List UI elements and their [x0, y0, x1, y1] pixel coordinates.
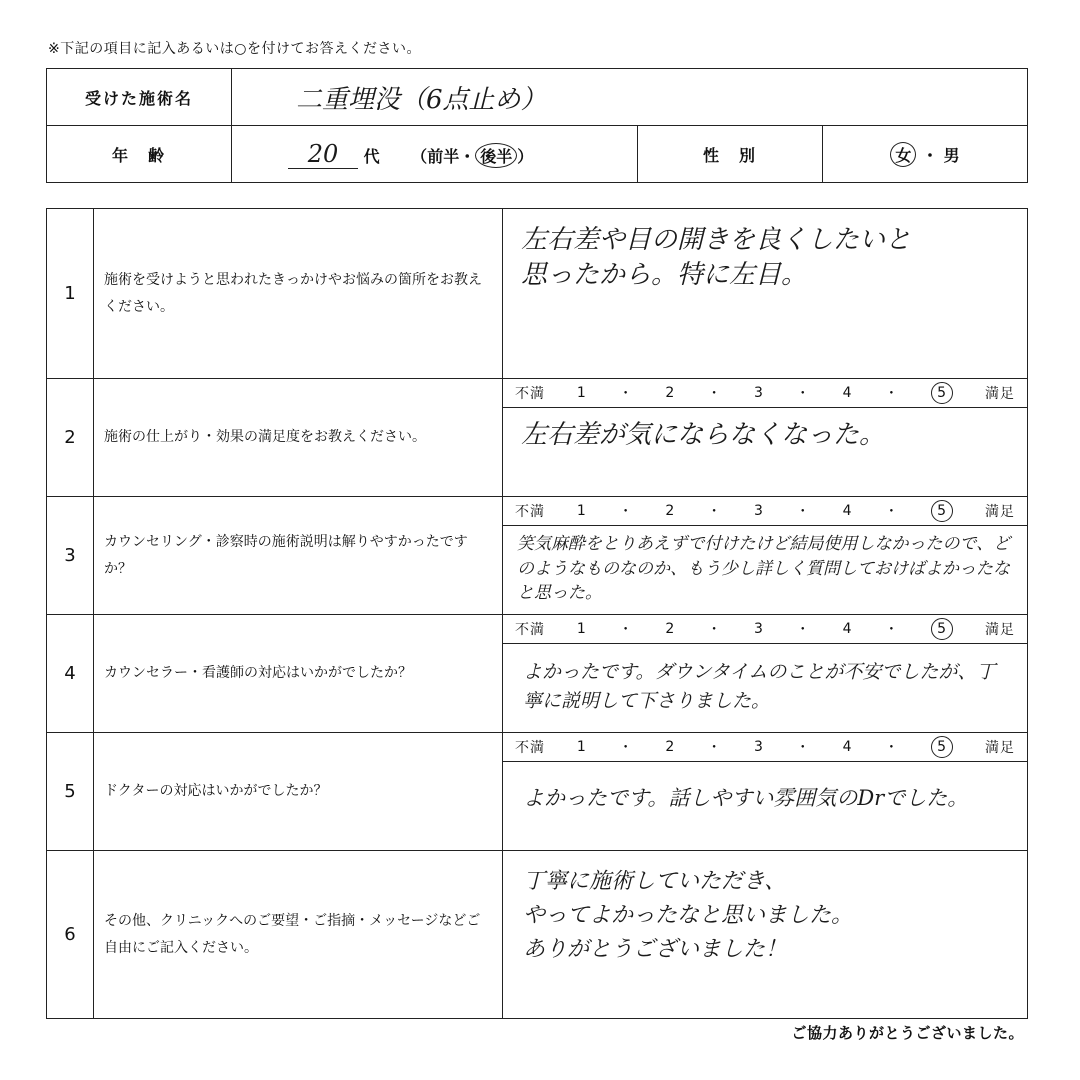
question-row-3 — [47, 497, 1028, 615]
answer-cell — [503, 497, 1028, 615]
scale-point: 1 — [576, 503, 587, 519]
scale-sep: ・ — [618, 740, 634, 756]
scale-point: 3 — [753, 503, 764, 519]
treatment-label: 受けた施術名 — [47, 69, 232, 126]
question-row-1 — [47, 209, 1028, 379]
scale-sep: ・ — [884, 386, 900, 402]
age-option-first: 前半 — [427, 146, 460, 166]
scale-point: 2 — [665, 739, 676, 755]
scale-high: 満足 — [984, 386, 1015, 402]
scale-sep: ・ — [884, 740, 900, 756]
question-text: 施術を受けようと思われたきっかけやお悩みの箇所をお教えください。 — [94, 209, 503, 379]
scale-sep: ・ — [707, 386, 723, 402]
age-cell — [232, 126, 638, 183]
rating-scale — [503, 615, 1027, 644]
scale-point: 2 — [665, 503, 676, 519]
answer-text: 左右差や目の開きを良くしたいと 思ったから。特に左目。 — [521, 225, 912, 291]
question-text: ドクターの対応はいかがでしたか？ — [94, 733, 503, 851]
age-label: 年 齢 — [47, 126, 232, 183]
scale-low: 不満 — [515, 622, 545, 638]
instruction-text: ※下記の項目に記入あるいは○を付けてお答えください。 — [48, 41, 421, 57]
scale-point: 3 — [753, 621, 764, 637]
scale-high: 満足 — [984, 504, 1015, 520]
scale-sep: ・ — [884, 622, 900, 638]
gender-female: 女 — [890, 142, 916, 167]
rating-scale — [503, 497, 1027, 526]
question-number: 3 — [47, 497, 94, 615]
treatment-value: 二重埋没（6点止め） — [296, 84, 547, 115]
age-value: 20 — [288, 140, 358, 169]
scale-point: 3 — [753, 739, 764, 755]
rating-scale — [503, 733, 1027, 762]
questions-table — [46, 208, 1028, 1019]
answer-text: 丁寧に施術していただき、 やってよかったなと思いました。 ありがとうございました！ — [523, 869, 854, 963]
question-row-6 — [47, 851, 1028, 1019]
question-text: その他、クリニックへのご要望・ご指摘・メッセージなどご自由にご記入ください。 — [94, 851, 503, 1019]
scale-point: 1 — [576, 621, 587, 637]
question-text: カウンセリング・診察時の施術説明は解りやすかったですか？ — [94, 497, 503, 615]
scale-high: 満足 — [984, 740, 1015, 756]
age-dot: ・ — [459, 146, 476, 166]
scale-point: 2 — [665, 621, 676, 637]
age-close: ） — [517, 146, 534, 166]
scale-point: 4 — [842, 621, 853, 637]
scale-point: 2 — [665, 385, 676, 401]
scale-point: 4 — [842, 385, 853, 401]
header-table — [46, 68, 1028, 183]
scale-low: 不満 — [515, 386, 545, 402]
scale-sep: ・ — [618, 622, 634, 638]
question-number: 1 — [47, 209, 94, 379]
scale-high: 満足 — [984, 622, 1015, 638]
scale-point: 4 — [842, 739, 853, 755]
gender-cell — [823, 126, 1028, 183]
answer-text: よかったです。話しやすい雰囲気のDrでした。 — [523, 786, 969, 810]
answer-cell — [503, 379, 1028, 497]
answer-text: 笑気麻酔をとりあえずで付けたけど結局使用しなかったので、どのようなものなのか、もう少し詳しく質問しておけばよかったなと思った。 — [517, 534, 1011, 604]
scale-point-selected: 5 — [931, 500, 953, 522]
scale-sep: ・ — [618, 386, 634, 402]
scale-low: 不満 — [515, 504, 545, 520]
question-row-2 — [47, 379, 1028, 497]
scale-low: 不満 — [515, 740, 545, 756]
scale-sep: ・ — [795, 622, 811, 638]
question-number: 5 — [47, 733, 94, 851]
answer-cell — [503, 209, 1028, 379]
question-text: カウンセラー・看護師の対応はいかがでしたか？ — [94, 615, 503, 733]
answer-cell — [503, 615, 1028, 733]
age-unit: 代 — [363, 146, 380, 166]
scale-sep: ・ — [795, 386, 811, 402]
gender-label: 性 別 — [638, 126, 823, 183]
scale-sep: ・ — [884, 504, 900, 520]
scale-point-selected: 5 — [931, 618, 953, 640]
treatment-value-cell — [232, 69, 1028, 126]
scale-point-selected: 5 — [931, 382, 953, 404]
question-row-4 — [47, 615, 1028, 733]
question-row-5 — [47, 733, 1028, 851]
question-number: 4 — [47, 615, 94, 733]
gender-male: 男 — [943, 145, 960, 165]
question-number: 6 — [47, 851, 94, 1019]
answer-text: よかったです。ダウンタイムのことが不安でしたが、丁寧に説明して下さりました。 — [523, 661, 996, 712]
age-open: （ — [411, 146, 428, 166]
answer-cell — [503, 733, 1028, 851]
footer-thanks: ご協力ありがとうございました。 — [791, 1024, 1024, 1042]
age-option-second: 後半 — [475, 143, 517, 168]
scale-point: 4 — [842, 503, 853, 519]
scale-sep: ・ — [707, 622, 723, 638]
scale-point: 3 — [753, 385, 764, 401]
scale-point: 1 — [576, 739, 587, 755]
scale-sep: ・ — [795, 504, 811, 520]
scale-point: 1 — [576, 385, 587, 401]
answer-cell — [503, 851, 1028, 1019]
answer-text: 左右差が気にならなくなった。 — [521, 420, 886, 450]
rating-scale — [503, 379, 1027, 408]
scale-point-selected: 5 — [931, 736, 953, 758]
scale-sep: ・ — [618, 504, 634, 520]
scale-sep: ・ — [707, 740, 723, 756]
scale-sep: ・ — [707, 504, 723, 520]
question-text: 施術の仕上がり・効果の満足度をお教えください。 — [94, 379, 503, 497]
scale-sep: ・ — [795, 740, 811, 756]
question-number: 2 — [47, 379, 94, 497]
gender-dot: ・ — [921, 145, 938, 165]
